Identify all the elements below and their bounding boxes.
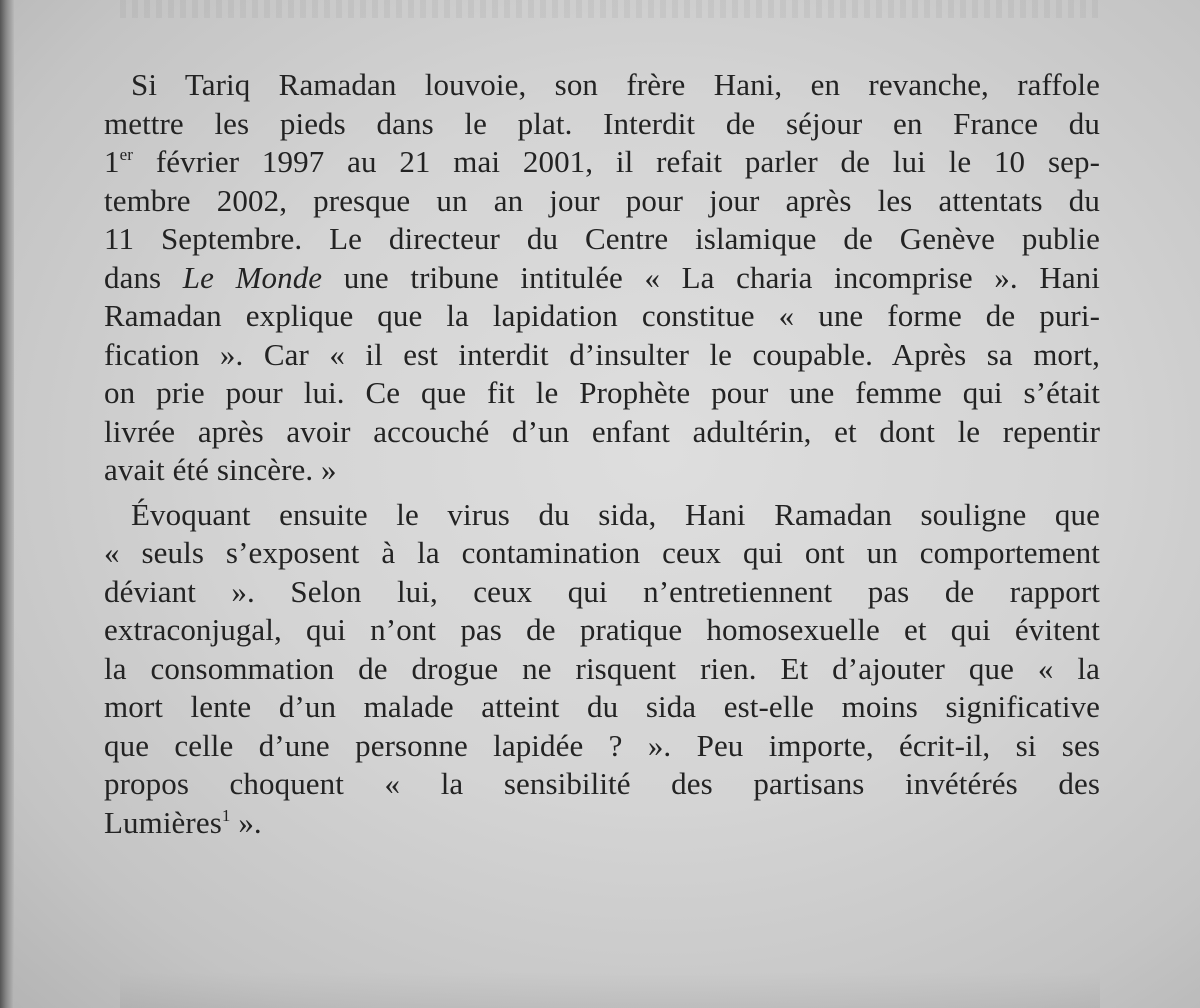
footnote-marker: 1: [221, 805, 231, 825]
text-line: avait été sincère. »: [104, 452, 337, 487]
text-line: déviant ». Selon lui, ceux qui n’entretiennent pas de rapport: [104, 573, 1100, 609]
text-line: 11 Septembre. Le directeur du Centre islamique de Genève publie: [104, 221, 1100, 256]
text-line: on prie pour lui. Ce que fit le Prophète pour une femme qui s’était: [104, 375, 1100, 410]
page-gutter-shadow: [0, 0, 14, 1008]
text-line: que celle d’une personne lapidée ? ». Peu importe, écrit-il, si ses: [104, 727, 1100, 763]
line-rest: février 1997 au 21 mai 2001, il refait parler de lui le 10 sep-: [133, 144, 1100, 179]
text-line: tembre 2002, presque un an jour pour jour après les attentats du: [104, 182, 1100, 218]
date-day: 1: [104, 144, 120, 179]
text-line: [104, 143, 1100, 182]
text-line: extraconjugal, qui n’ont pas de pratique homosexuelle et qui évitent: [104, 612, 1100, 647]
text-line: Ramadan explique que la lapidation constitue « une forme de puri-: [104, 298, 1100, 333]
line-rest: une tribune intitulée « La charia incomprise ». Hani: [322, 259, 1100, 295]
text-line: « seuls s’exposent à la contamination ceux qui ont un comportement: [104, 535, 1100, 570]
text-line: Évoquant ensuite le virus du sida, Hani Ramadan souligne que: [131, 496, 1100, 532]
text-line: livrée après avoir accouché d’un enfant adultérin, et dont le repentir: [104, 413, 1100, 449]
show-through-bottom: [120, 972, 1100, 1008]
newspaper-title: Le Monde: [182, 259, 323, 295]
text-line: [104, 259, 1100, 298]
ordinal-superscript: er: [119, 145, 134, 164]
text-line: Si Tariq Ramadan louvoie, son frère Hani, en revanche, raffole: [131, 67, 1100, 102]
line-start: dans: [104, 259, 183, 295]
line-rest: ».: [230, 804, 262, 840]
text-line: mort lente d’un malade atteint du sida est-elle moins significative: [104, 689, 1100, 724]
paragraph-2: [104, 496, 1100, 843]
line-start: Lumières: [104, 804, 222, 840]
body-text: [104, 66, 1100, 842]
text-line: la consommation de drogue ne risquent rien. Et d’ajouter que « la: [104, 650, 1100, 686]
text-line: fication ». Car « il est interdit d’insulter le coupable. Après sa mort,: [104, 336, 1100, 372]
text-line: propos choquent « la sensibilité des partisans invétérés des: [104, 766, 1100, 801]
text-line: [104, 804, 1100, 843]
paragraph-1: [104, 66, 1100, 490]
text-line: mettre les pieds dans le plat. Interdit de séjour en France du: [104, 105, 1100, 141]
show-through-top: [120, 0, 1100, 18]
